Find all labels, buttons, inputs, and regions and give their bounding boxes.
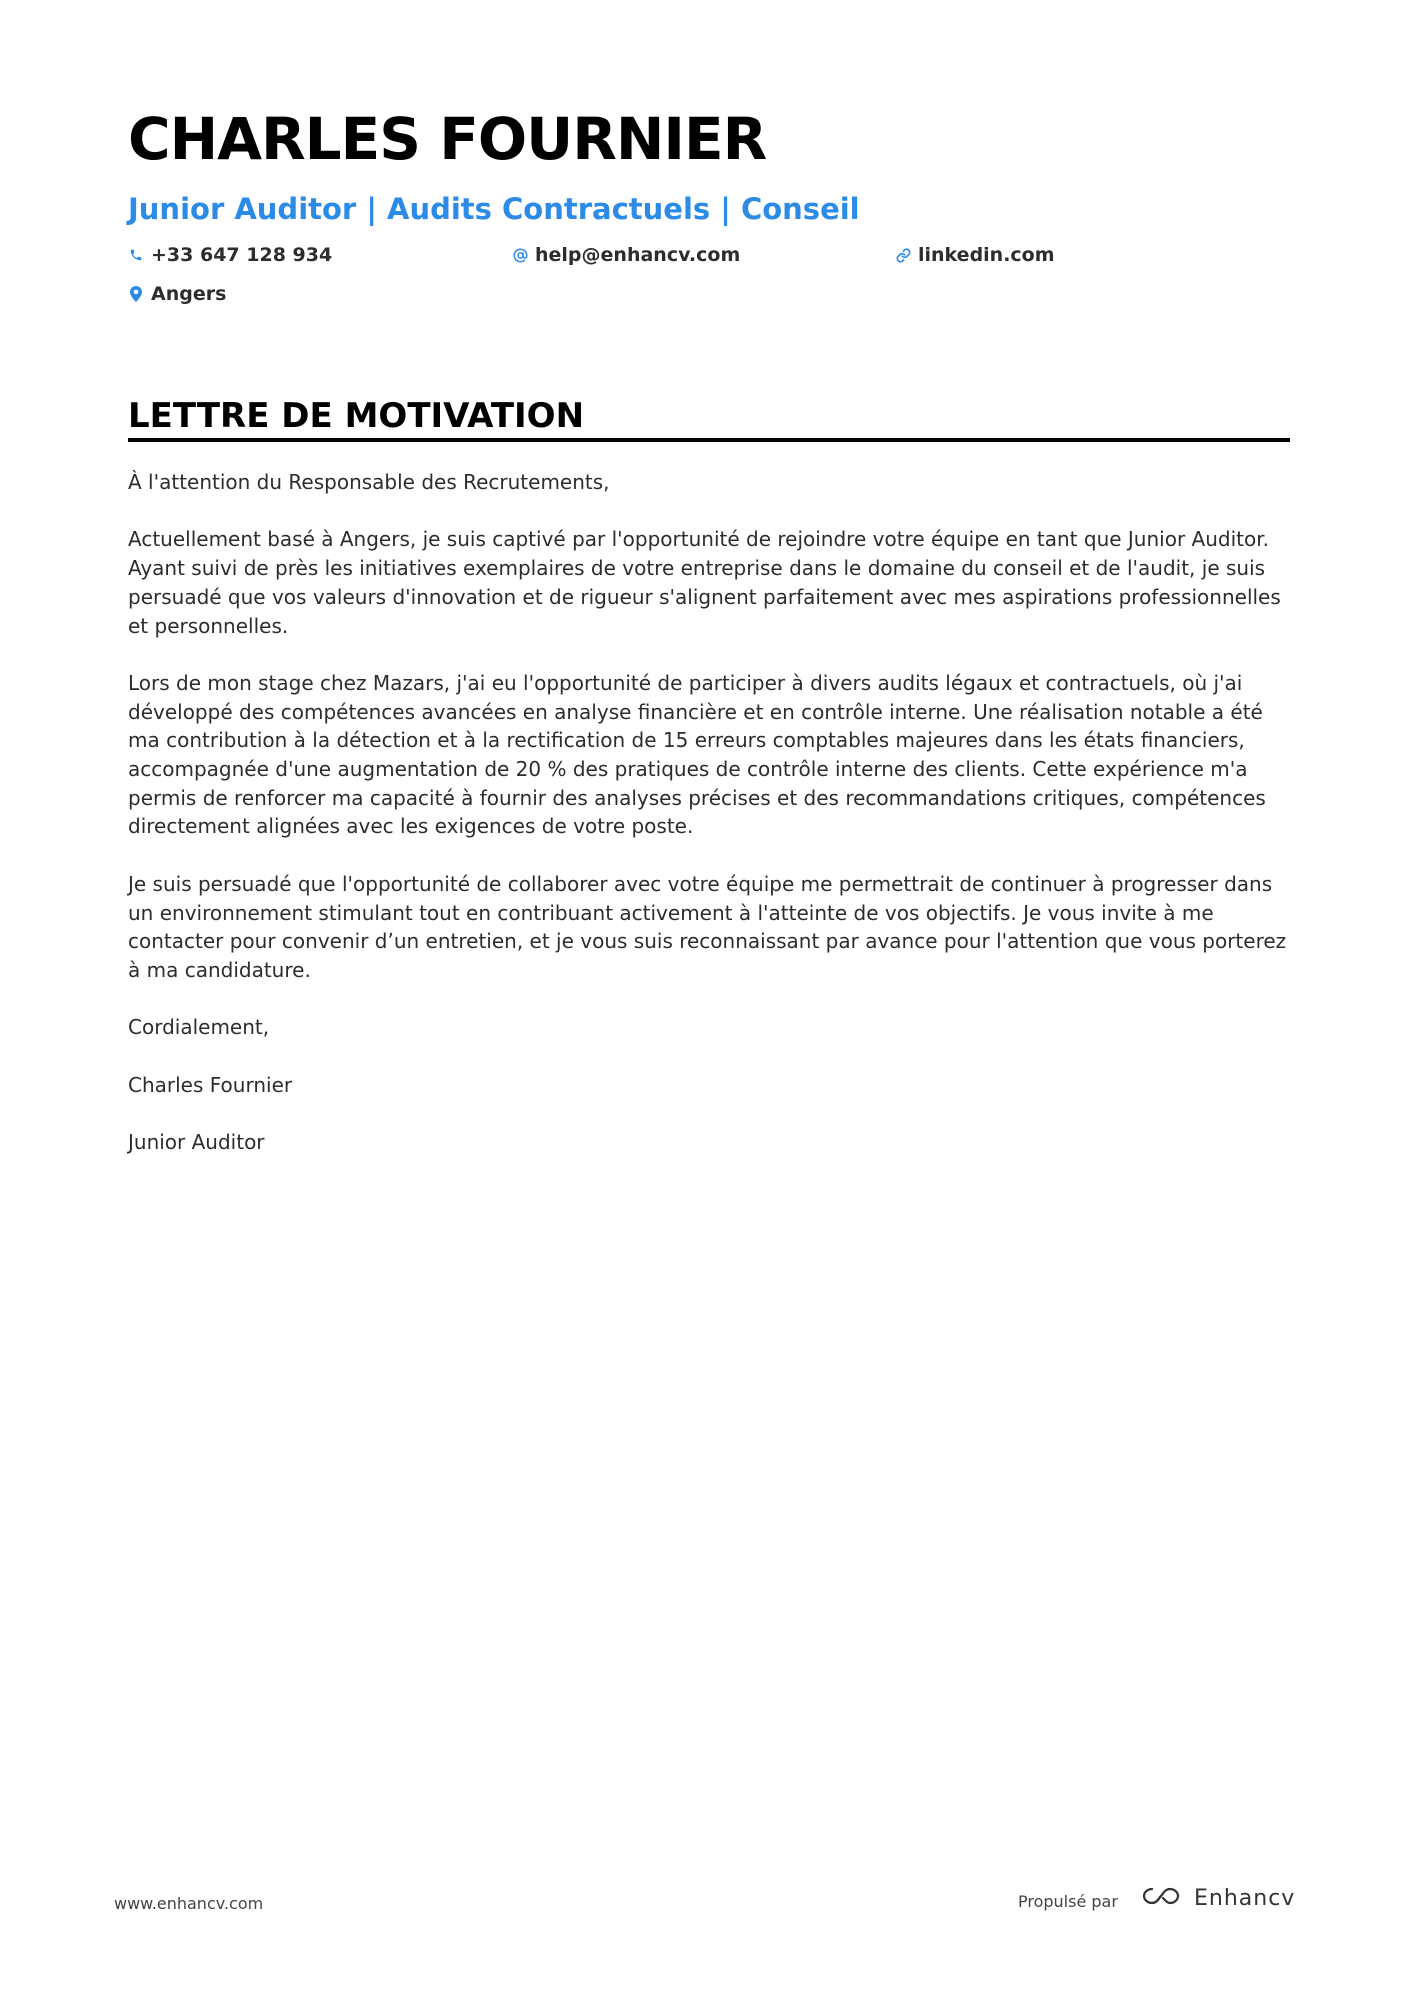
contact-phone-text: +33 647 128 934 bbox=[151, 244, 333, 266]
footer-url[interactable]: www.enhancv.com bbox=[114, 1894, 264, 1913]
contact-link-text: linkedin.com bbox=[918, 244, 1055, 266]
letter-closing: Cordialement, bbox=[128, 1015, 270, 1040]
footer-brand[interactable] bbox=[1138, 1882, 1295, 1914]
map-pin-icon bbox=[128, 285, 144, 303]
letter-salutation: À l'attention du Responsable des Recrutements, bbox=[128, 470, 610, 494]
enhancv-logo-icon bbox=[1138, 1884, 1184, 1913]
letter-body bbox=[128, 468, 1294, 1185]
footer-powered-by: Propulsé par bbox=[1018, 1892, 1118, 1911]
phone-icon bbox=[128, 246, 144, 264]
letter-paragraph: Actuellement basé à Angers, je suis captivé par l'opportunité de rejoindre votre équipe en tant que Junior Auditor. Ayant suivi de près les initiatives exemplaires de votre entreprise dans le domaine du conseil et de l'audit, je suis persuadé que vos valeurs d'innovation et de rigueur s'alignent parfaitement avec mes aspirations professionnelles et personnelles. bbox=[128, 527, 1281, 638]
letter-paragraph: Lors de mon stage chez Mazars, j'ai eu l'opportunité de participer à divers audits légaux et contractuels, où j'ai développé des compétences avancées en analyse financière et en contrôle interne. Une réalisation notable a été ma contribution à la détection et à la rectification de 15 erreurs comptables majeures dans les états financiers, accompagnée d'une augmentation de 20 % des pratiques de contrôle interne des clients. Cette expérience m'a permis de renforcer ma capacité à fournir des analyses précises et des recommandations critiques, compétences directement alignées avec les exigences de votre poste. bbox=[128, 670, 1266, 839]
contact-location bbox=[128, 281, 226, 307]
candidate-name: CHARLES FOURNIER bbox=[128, 105, 767, 173]
contact-email[interactable] bbox=[512, 242, 740, 268]
link-icon bbox=[895, 246, 911, 264]
letter-signature-title: Junior Auditor bbox=[128, 1130, 265, 1155]
contact-phone[interactable] bbox=[128, 242, 332, 268]
contact-location-text: Angers bbox=[151, 283, 227, 305]
contact-email-text: help@enhancv.com bbox=[535, 244, 741, 266]
footer-brand-name: Enhancv bbox=[1194, 1885, 1296, 1911]
section-divider bbox=[128, 438, 1290, 442]
letter-signature-name: Charles Fournier bbox=[128, 1072, 293, 1097]
at-sign-icon bbox=[512, 246, 528, 264]
letter-paragraph: Je suis persuadé que l'opportunité de collaborer avec votre équipe me permettrait de continuer à progresser dans un environnement stimulant tout en contribuant activement à l'atteinte de vos objectifs. Je vous invite à me contacter pour convenir d’un entretien, et je vous suis reconnaissant par avance pour l'attention que vous porterez à ma candidature. bbox=[128, 871, 1287, 982]
contact-link[interactable] bbox=[895, 242, 1055, 268]
candidate-headline: Junior Auditor | Audits Contractuels | Conseil bbox=[128, 192, 860, 226]
section-title: LETTRE DE MOTIVATION bbox=[128, 396, 585, 436]
